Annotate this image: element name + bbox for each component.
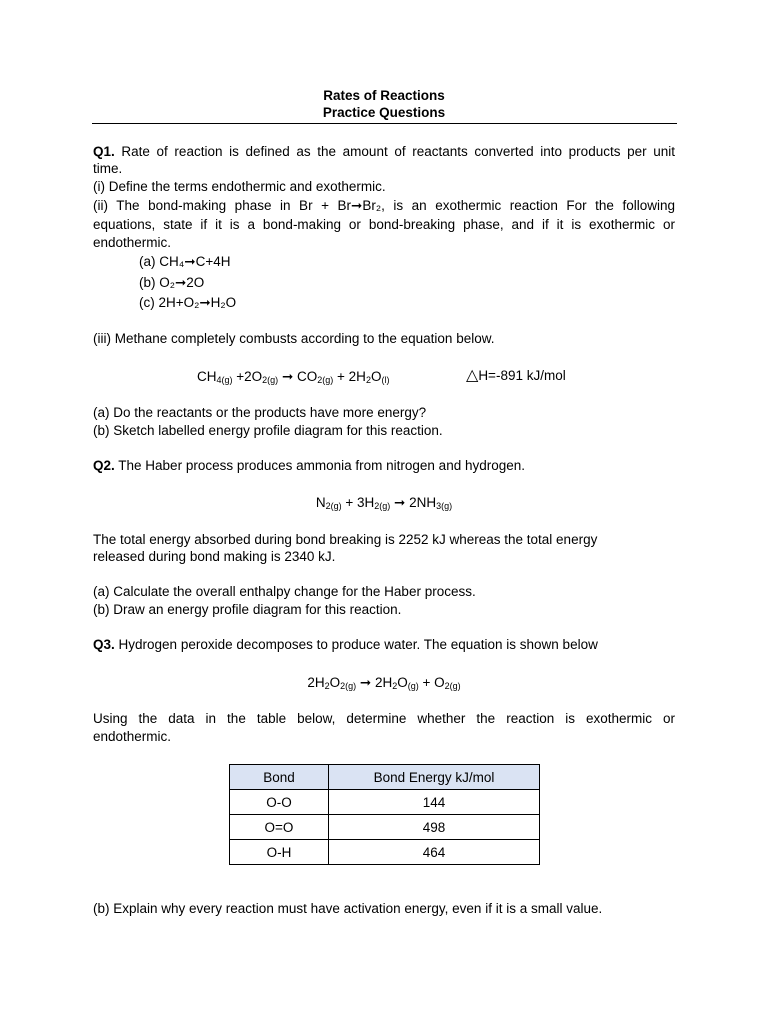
document-title: Rates of Reactions (323, 88, 445, 103)
enthalpy-change: △H=-891 kJ/mol (466, 367, 566, 384)
table-row (230, 840, 540, 865)
table-row (230, 815, 540, 840)
q2-intro: Q2. The Haber process produces ammonia from nitrogen and hydrogen. (93, 458, 526, 473)
q1-equation-a: (a) CH₄➞C+4H (139, 254, 231, 269)
q1-label: Q1. (93, 144, 115, 159)
methane-combustion-equation: $CH_{4(g)} +2O_{2(g)}$ ➞ $CO_{2(g)} + 2H_2O_{(l)}$ (197, 369, 390, 385)
q1-part-iii: (iii) Methane completely combusts according to the equation below. (93, 331, 495, 346)
haber-equation: $N_{2(g)} + 3H_{2(g)}$ ➞ $2NH_{3(g)}$ (315, 495, 453, 511)
header-divider (92, 123, 677, 124)
table-cell-bond: O=O (230, 815, 329, 840)
peroxide-equation: $2H_2O_{2(g)}$ ➞ $2H_2O_{(g)} + O_{2(g)}$ (307, 675, 461, 691)
q1-part-ii-line2: equations, state if it is a bond-making or bond-breaking phase, and if it is exothermic or (93, 217, 675, 232)
document-subtitle: Practice Questions (322, 105, 446, 120)
q1-intro-line1: Q1. Rate of reaction is defined as the amount of reactants converted into products per unit (93, 144, 675, 159)
q1-part-ii-line3: endothermic. (93, 235, 172, 250)
table-header-bond: Bond (230, 765, 329, 790)
q1-intro-line2: time. (93, 161, 123, 176)
q1-part-b: (b) Sketch labelled energy profile diagram for this reaction. (93, 423, 443, 438)
q1-part-ii-line1: (ii) The bond-making phase in Br + Br➞Br₂, is an exothermic reaction For the following (93, 198, 675, 213)
table-cell-bond: O-H (230, 840, 329, 865)
table-cell-bond: O-O (230, 790, 329, 815)
q2-part-a: (a) Calculate the overall enthalpy change for the Haber process. (93, 584, 476, 599)
q1-equation-c: (c) 2H+O₂➞H₂O (139, 295, 237, 310)
q2-text-line1: The total energy absorbed during bond breaking is 2252 kJ whereas the total energy (93, 532, 598, 547)
q3-text-line1: Using the data in the table below, determine whether the reaction is exothermic or (93, 711, 675, 726)
table-header-row (230, 765, 540, 790)
q1-part-i: (i) Define the terms endothermic and exothermic. (93, 179, 386, 194)
table-cell-energy: 464 (329, 840, 540, 865)
bond-energy-table (229, 764, 540, 865)
q3-intro: Q3. Hydrogen peroxide decomposes to produce water. The equation is shown below (93, 637, 598, 652)
q3-label: Q3. (93, 637, 115, 652)
q2-part-b: (b) Draw an energy profile diagram for this reaction. (93, 602, 402, 617)
q2-label: Q2. (93, 458, 115, 473)
table-cell-energy: 144 (329, 790, 540, 815)
table-header-energy: Bond Energy kJ/mol (329, 765, 540, 790)
q2-text-line2: released during bond making is 2340 kJ. (93, 549, 336, 564)
q1-part-a: (a) Do the reactants or the products have more energy? (93, 405, 427, 420)
delta-triangle-icon: △ (466, 367, 479, 384)
table-cell-energy: 498 (329, 815, 540, 840)
table-row (230, 790, 540, 815)
q3-text-line2: endothermic. (93, 729, 172, 744)
q1-equation-b: (b) O₂➞2O (139, 275, 205, 290)
q3-part-b: (b) Explain why every reaction must have activation energy, even if it is a small value. (93, 901, 603, 916)
